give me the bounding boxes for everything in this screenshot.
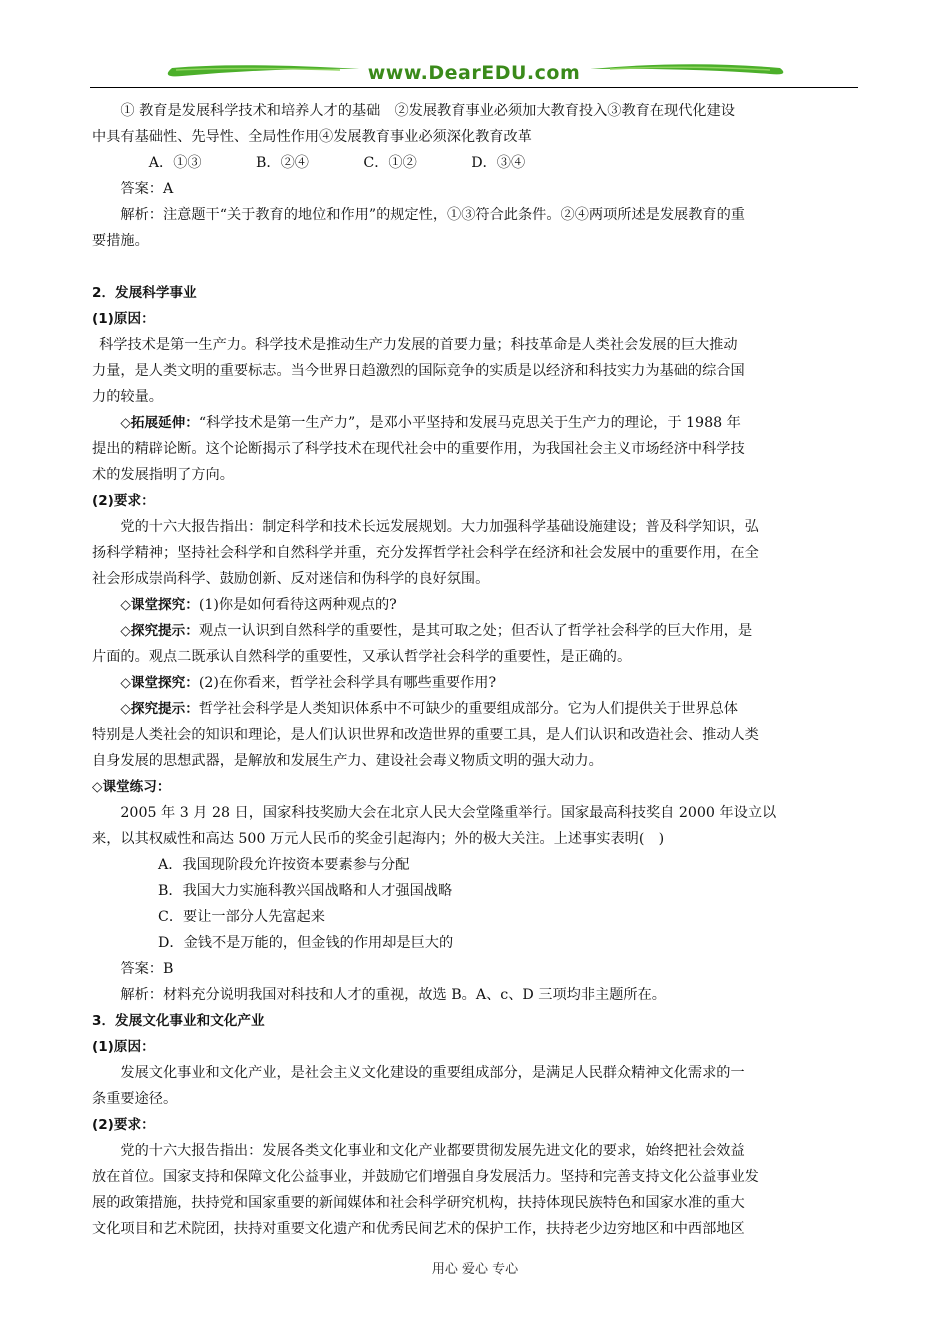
q1-option-d: D．③④ [471, 155, 526, 171]
practice-option-c: C．要让一部分人先富起来 [158, 909, 325, 925]
practice-line1: 2005 年 3 月 28 日，国家科技奖励大会在北京人民大会堂隆重举行。国家最高科技奖自 2000 年设立以 [120, 805, 777, 821]
q1-options [92, 150, 860, 176]
section2-extension-line1 [92, 410, 860, 436]
hint1-text: 观点一认识到自然科学的重要性，是其可取之处；但否认了哲学社会科学的巨大作用，是 [198, 623, 753, 639]
practice-answer: 答案：B [120, 961, 174, 977]
section2-requirement-line2: 扬科学精神；坚持社会科学和自然科学并重，充分发挥哲学社会科学在经济和社会发展中的重要作用，在全 [92, 545, 759, 561]
hint1-label: ◇探究提示： [120, 623, 199, 639]
page-footer: 用心 爱心 专心 [431, 1262, 519, 1277]
section2-reason-label: (1)原因： [92, 311, 155, 327]
extension-label: ◇拓展延伸： [120, 415, 199, 431]
section2-reason-line3: 力的较量。 [92, 389, 163, 405]
practice-option-d: D．金钱不是万能的，但金钱的作用却是巨大的 [158, 935, 454, 951]
section3-requirement-line1: 党的十六大报告指出：发展各类文化事业和文化产业都要贯彻发展先进文化的要求，始终把社会效益 [120, 1143, 745, 1159]
document-body [92, 98, 860, 1242]
hint1-line2: 片面的。观点二既承认自然科学的重要性，又承认哲学社会科学的重要性，是正确的。 [92, 649, 632, 665]
hint2-line1 [92, 696, 860, 722]
section3-requirement-line4: 文化项目和艺术院团，扶持对重要文化遗产和优秀民间艺术的保护工作，扶持老少边穷地区和中西部地区 [92, 1221, 745, 1237]
inquiry1-text: (1)你是如何看待这两种观点的? [198, 597, 397, 613]
inquiry2-text: (2)在你看来，哲学社会科学具有哪些重要作用? [198, 675, 497, 691]
practice-analysis: 解析：材料充分说明我国对科技和人才的重视，故选 B。A、c、D 三项均非主题所在。 [120, 987, 666, 1003]
hint1-line1 [92, 618, 860, 644]
page-header [90, 56, 858, 92]
q1-statements-line1: ① 教育是发展科学技术和培养人才的基础 ②发展教育事业必须加大教育投入③教育在现代化建设 [120, 103, 735, 119]
extension-text: “科学技术是第一生产力”，是邓小平坚持和发展马克思关于生产力的理论，于 1988 年 [198, 415, 741, 431]
q1-statements-line2: 中具有基础性、先导性、全局性作用④发展教育事业必须深化教育改革 [92, 129, 532, 145]
q1-option-b: B．②④ [255, 155, 309, 171]
hint2-line3: 自身发展的思想武器，是解放和发展生产力、建设社会毒义物质文明的强大动力。 [92, 753, 603, 769]
section2-requirement-label: (2)要求： [92, 493, 155, 509]
hint2-line2: 特别是人类社会的知识和理论，是人们认识世界和改造世界的重要工具，是人们认识和改造社会、推动人类 [92, 727, 759, 743]
section3-reason-label: (1)原因： [92, 1039, 155, 1055]
section3-title: 3．发展文化事业和文化产业 [92, 1013, 265, 1029]
section3-requirement-line2: 放在首位。国家支持和保障文化公益事业，并鼓励它们增强自身发展活力。坚持和完善支持文化公益事业发 [92, 1169, 759, 1185]
practice-option-b: B．我国大力实施科教兴国战略和人才强国战略 [158, 883, 453, 899]
q1-answer: 答案：A [120, 181, 174, 197]
inquiry1-label: ◇课堂探究： [120, 597, 199, 613]
inquiry2-label: ◇课堂探究： [120, 675, 199, 691]
section3-requirement-line3: 展的政策措施，扶持党和国家重要的新闻媒体和社会科学研究机构，扶持体现民族特色和国家水准的重大 [92, 1195, 745, 1211]
q1-option-c: C．①② [363, 155, 417, 171]
practice-label: ◇课堂练习： [92, 779, 171, 795]
inquiry1 [92, 592, 860, 618]
hint2-text: 哲学社会科学是人类知识体系中不可缺少的重要组成部分。它为人们提供关于世界总体 [198, 701, 738, 717]
section2-reason-line1: 科学技术是第一生产力。科学技术是推动生产力发展的首要力量；科技革命是人类社会发展的巨大推动 [99, 337, 738, 353]
section2-requirement-line1: 党的十六大报告指出：制定科学和技术长远发展规划。大力加强科学基础设施建设；普及科学知识，弘 [120, 519, 759, 535]
section2-requirement-line3: 社会形成崇尚科学、鼓励创新、反对迷信和伪科学的良好氛围。 [92, 571, 490, 587]
section2-reason-line2: 力量，是人类文明的重要标志。当今世界日趋激烈的国际竞争的实质是以经济和科技实力为基础的综合国 [92, 363, 745, 379]
hint2-label: ◇探究提示： [120, 701, 199, 717]
section2-title: 2．发展科学事业 [92, 285, 197, 301]
section3-reason-line1: 发展文化事业和文化产业，是社会主义文化建设的重要组成部分，是满足人民群众精神文化需求的一 [120, 1065, 745, 1081]
header-rule [90, 87, 858, 88]
section2-extension-line3: 术的发展指明了方向。 [92, 467, 234, 483]
q1-analysis-line1: 解析：注意题干“关于教育的地位和作用”的规定性，①③符合此条件。②④两项所述是发展教育的重 [120, 207, 745, 223]
q1-option-a: A．①③ [148, 155, 202, 171]
section3-reason-line2: 条重要途径。 [92, 1091, 178, 1107]
section3-requirement-label: (2)要求： [92, 1117, 155, 1133]
spacer [92, 254, 860, 280]
site-logo-text: www.DearEDU.com [367, 62, 581, 84]
practice-line2: 来，以其权威性和高达 500 万元人民币的奖金引起海内；外的极大关注。上述事实表明( ) [92, 831, 665, 847]
q1-analysis-line2: 要措施。 [92, 233, 149, 249]
section2-extension-line2: 提出的精辟论断。这个论断揭示了科学技术在现代社会中的重要作用，为我国社会主义市场经济中科学技 [92, 441, 745, 457]
practice-option-a: A．我国现阶段允许按资本要素参与分配 [158, 857, 410, 873]
inquiry2 [92, 670, 860, 696]
